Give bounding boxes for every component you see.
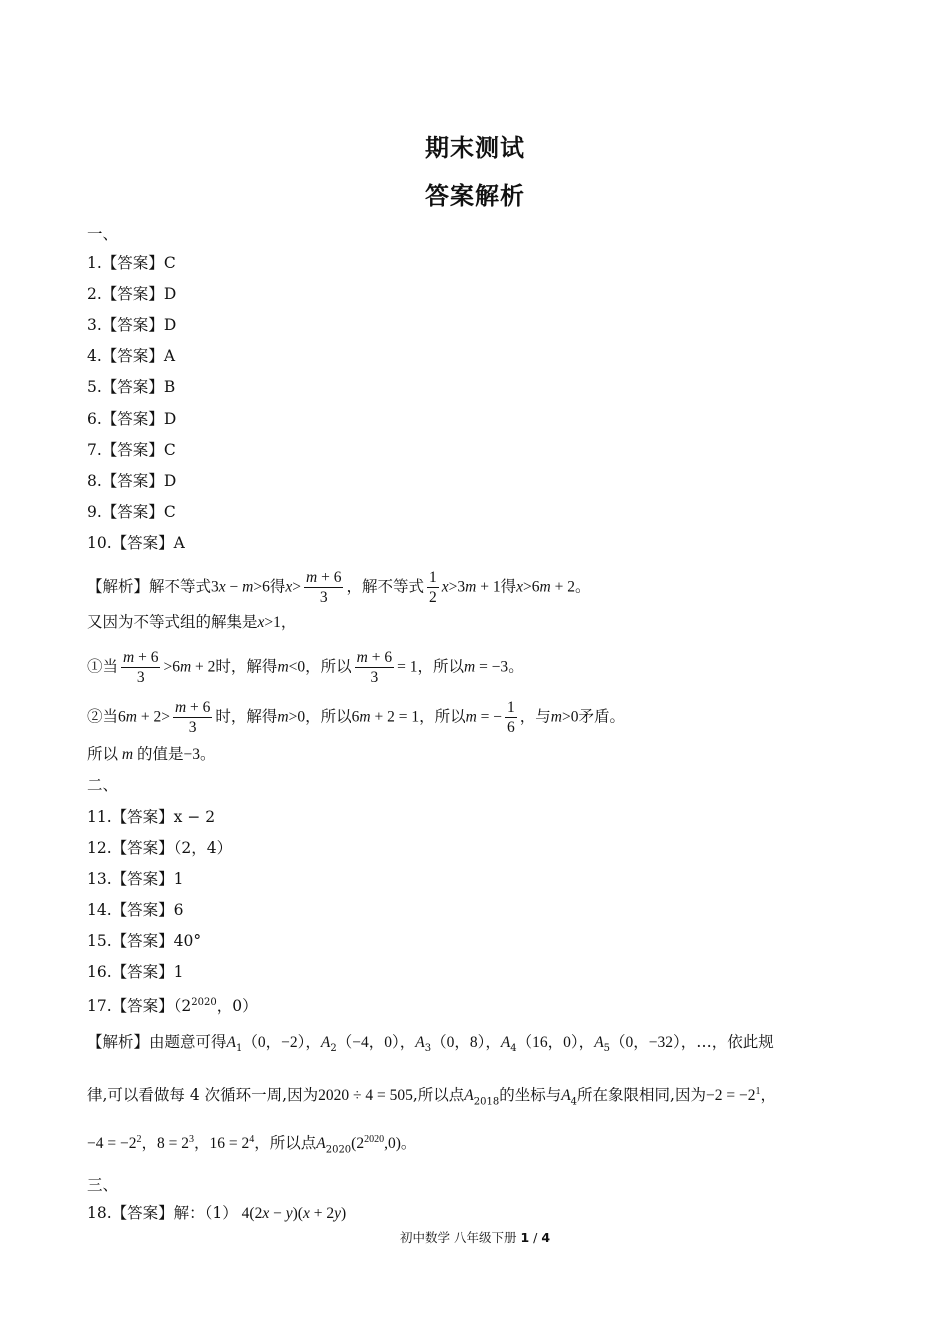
answer-row: 3.【答案】D — [87, 316, 177, 335]
answer-row: 1.【答案】C — [87, 254, 176, 272]
answer-row: 16.【答案】1 — [87, 963, 184, 981]
answer-value: 40° — [173, 932, 202, 950]
answer-row: 7.【答案】C — [87, 440, 176, 459]
answer-value: C — [163, 440, 176, 459]
answer-value: A — [173, 533, 185, 552]
answer-row: 12.【答案】（2，4） — [87, 839, 233, 857]
answer-row: 10.【答案】A — [87, 533, 185, 552]
answer-value: D — [163, 471, 177, 490]
analysis-10-line-4: ②当6m + 2> $\frac{m + 6}{3}$ 时，解得m>0，所以6m + 2 = 1，所以m = − $\frac{1}{6}$ ，与m>0矛盾。 — [87, 699, 626, 736]
answer-row: 11.【答案】x − 2 — [87, 808, 216, 826]
answer-row: 2.【答案】D — [87, 285, 177, 304]
footer-page: 1 — [520, 1230, 530, 1245]
answer-value: B — [163, 378, 176, 397]
answer-value: A — [163, 347, 176, 366]
answer-value: x − 2 — [173, 808, 216, 826]
answer-row: 13.【答案】1 — [87, 870, 184, 888]
analysis-17-line-1: 【解析】由题意可得$A_1(0$，−2），$A_2(-4$，0），$A_3(0$，8），$A_4(16$，0），$A_5(0$，−32），…，依此规 — [87, 1033, 774, 1055]
answer-value: 1 — [173, 963, 184, 981]
analysis-17-line-2: 律,可以看做每 4 次循环一周,因为2020 ÷ 4 = 505,所以点$A_{2018}$的坐标与$A_4$所在象限相同,因为$-2 = -2^1$， — [87, 1086, 776, 1108]
page-footer: 初中数学 八年级下册 1 / 4 — [399, 1230, 551, 1245]
answer-row: 8.【答案】D — [87, 471, 177, 490]
fraction: $\frac{m + 6}{3}$ — [306, 569, 342, 606]
answer-value: 6 — [173, 901, 184, 919]
analysis-10-line-3: ①当 $\frac{m + 6}{3}$ >6m + 2时，解得m<0，所以 $\frac{m + 6}{3}$ = 1，所以m = −3。 — [87, 649, 524, 686]
footer-total: 4 — [541, 1230, 551, 1245]
answer-row: 15.【答案】40° — [87, 932, 202, 950]
analysis-17-line-3: $-4 = -2^2$，$8 = 2^3$，$16 = 2^4$，所以点$A_{2020}(2^{2020},0)$。 — [87, 1134, 417, 1156]
answer-value: C — [163, 254, 176, 272]
section-heading-3: 三、 — [87, 1176, 119, 1194]
section-heading-2: 二、 — [87, 776, 119, 794]
answer-value: D — [163, 285, 177, 304]
answer-value: （2 — [173, 997, 192, 1016]
answer-row: 17.【答案】（$2^{2020}$，0） — [87, 997, 258, 1016]
answer-value: D — [163, 316, 177, 335]
footer-label: 初中数学 八年级下册 — [399, 1230, 517, 1245]
section-heading-1: 一、 — [87, 225, 119, 243]
analysis-10-line-5: 所以 m 的值是−3。 — [87, 745, 216, 763]
fraction: $\frac{1}{2}$ — [429, 569, 437, 606]
page-title: 期末测试 — [425, 134, 525, 162]
analysis-10-line-1: 【解析】解不等式3x − m>6得x> $\frac{m + 6}{3}$ ，解不等式 $\frac{1}{2}$ x>3m + 1得x>6m + 2。 — [87, 569, 591, 606]
answer-18: 18.【答案】解：（1） 4(2x − y)(x + 2y) — [87, 1204, 347, 1222]
answer-row: 4.【答案】A — [87, 347, 176, 366]
answer-value: C — [163, 502, 176, 521]
answer-value: D — [163, 409, 177, 428]
answer-value: （2，4） — [173, 839, 233, 857]
analysis-tag: 【解析】 — [87, 577, 150, 596]
answer-value: 1 — [173, 870, 184, 888]
answer-row: 6.【答案】D — [87, 409, 177, 428]
analysis-10-line-2: 又因为不等式组的解集是x>1， — [87, 613, 297, 631]
answer-row: 5.【答案】B — [87, 378, 176, 397]
page-subtitle: 答案解析 — [425, 182, 525, 210]
answer-row: 14.【答案】6 — [87, 901, 184, 919]
answer-row: 9.【答案】C — [87, 502, 176, 521]
